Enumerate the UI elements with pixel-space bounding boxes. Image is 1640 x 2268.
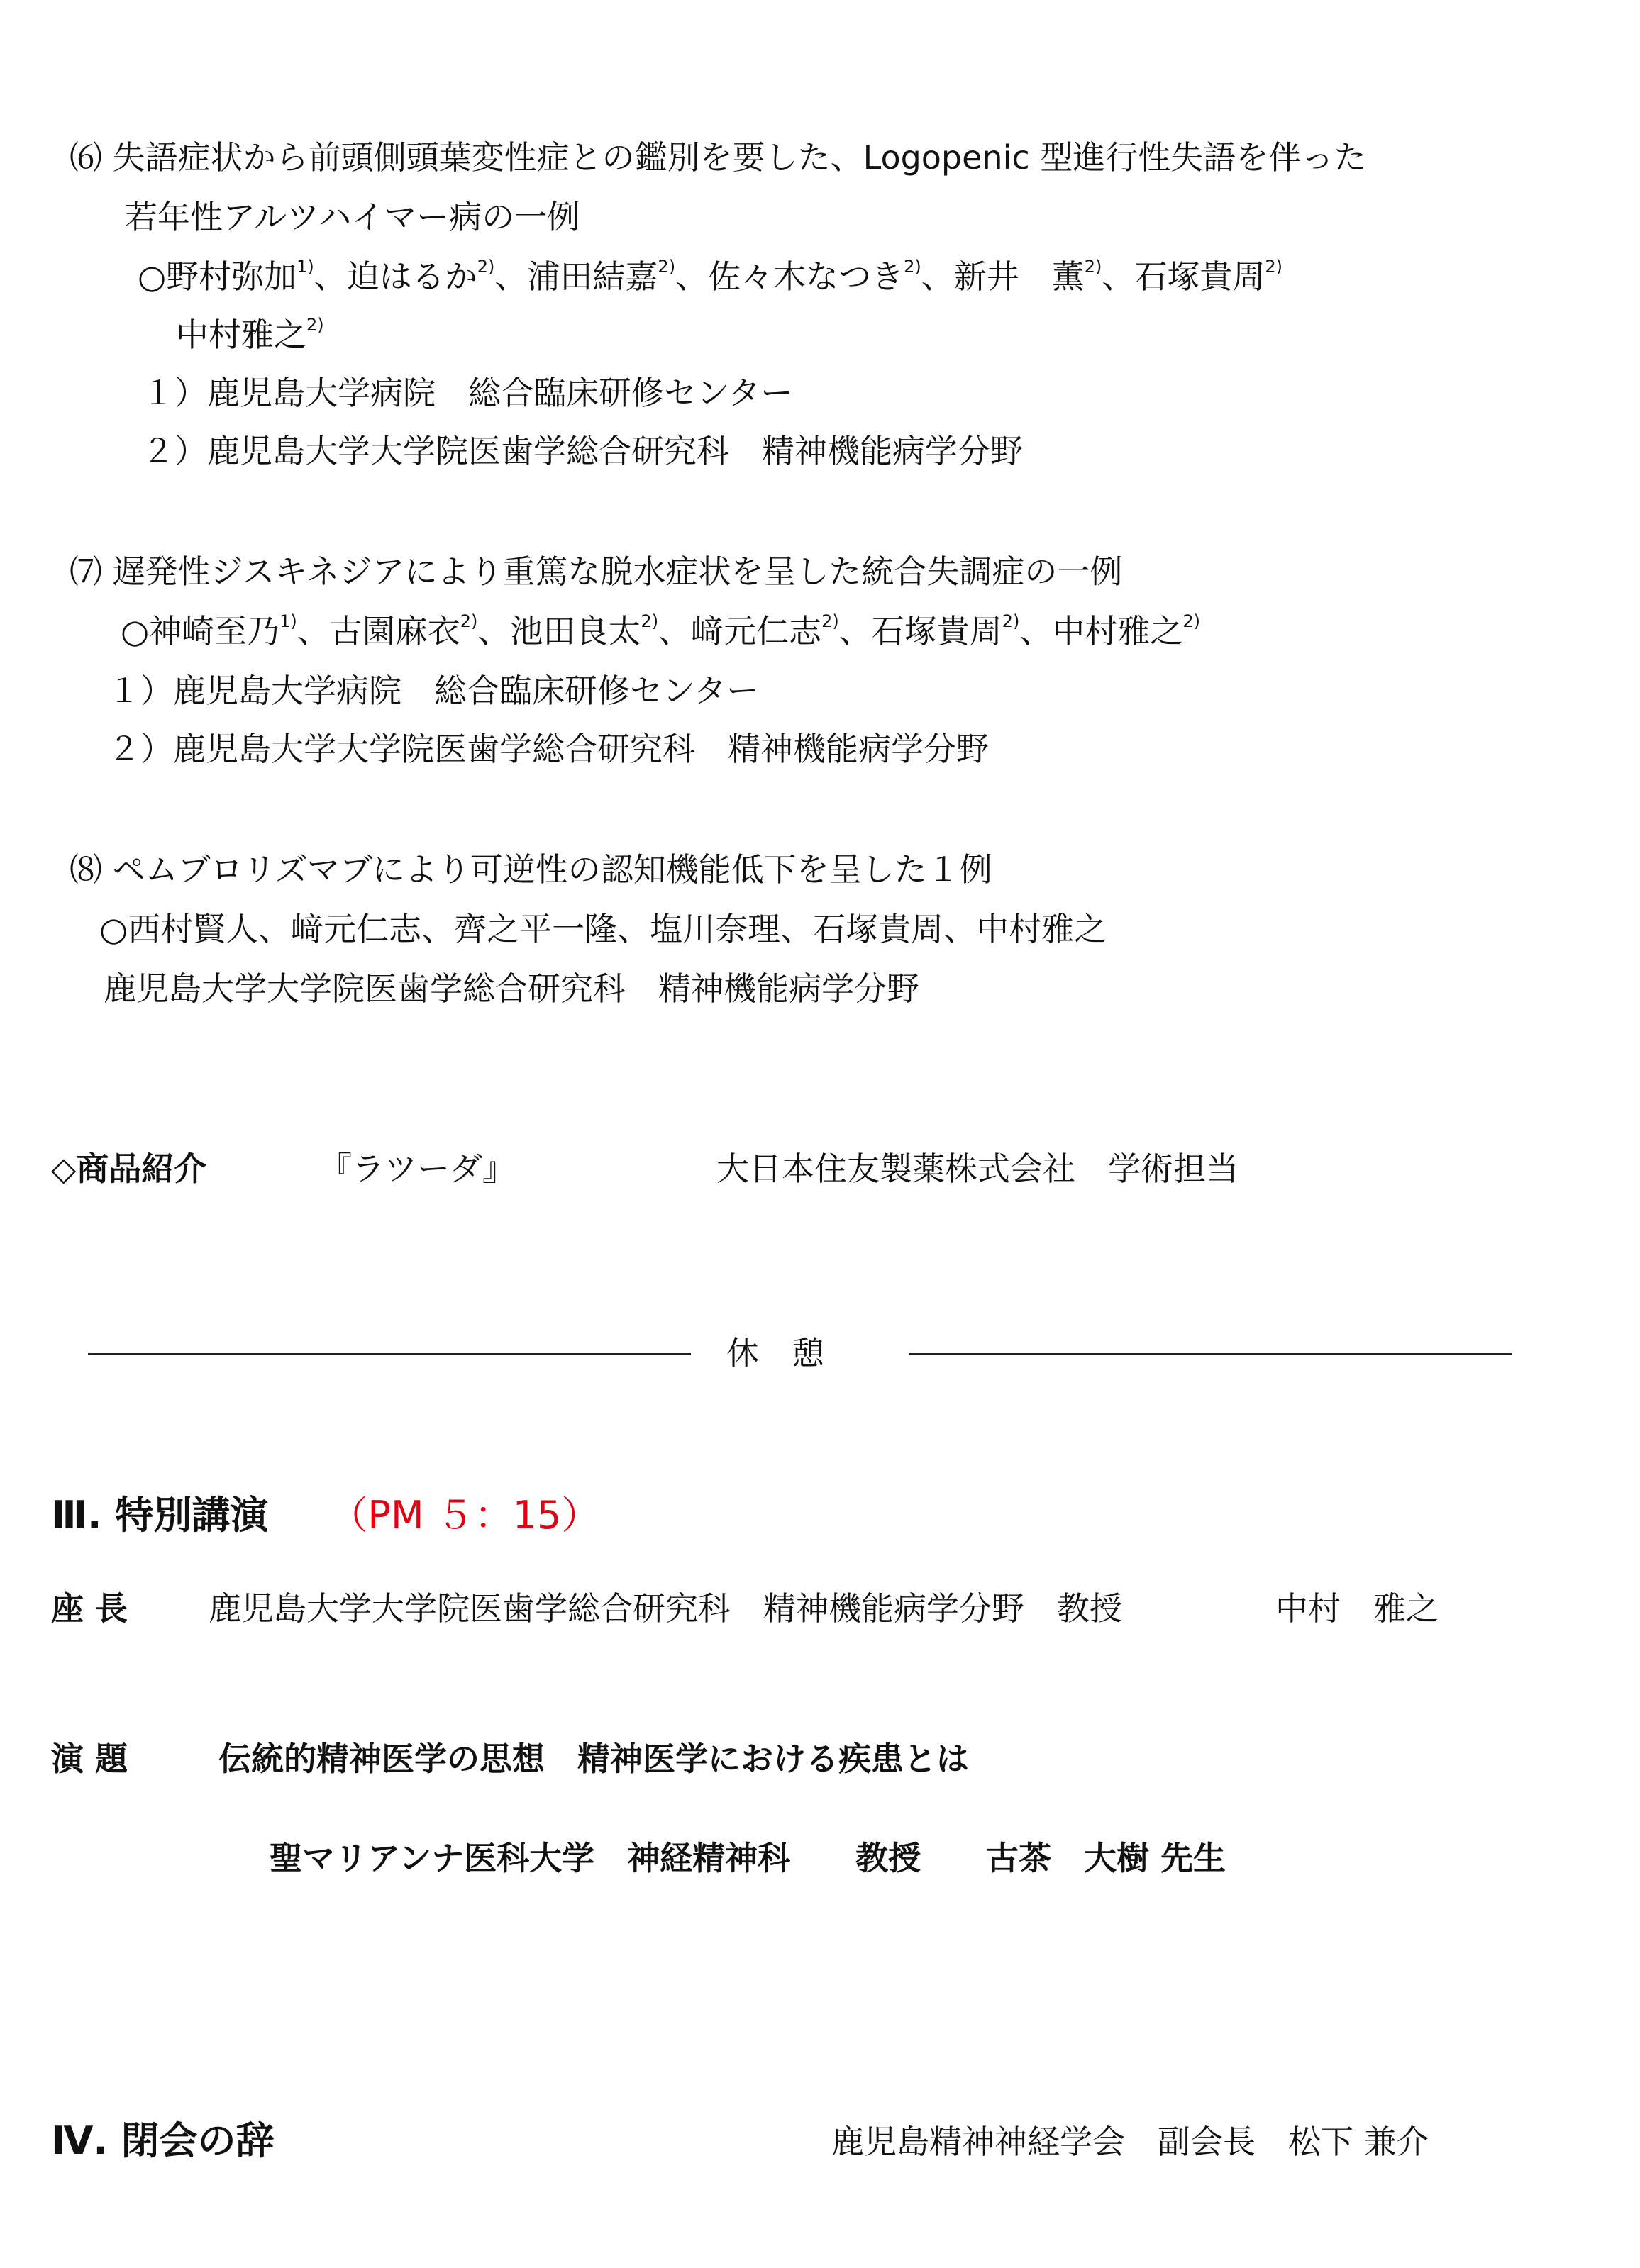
abstract-7-author-5-affiliation-mark: 2) [1182, 611, 1200, 631]
abstract-6-line1-author-5-affiliation-mark: 2) [1265, 257, 1282, 277]
abstract-7-affiliation-2: ２）鹿児島大学大学院医歯学総合研究科 精神機能病学分野 [108, 730, 989, 768]
abstract-7-author-1-affiliation-mark: 2) [460, 611, 478, 631]
abstract-6-line1-author-4-affiliation-mark: 2) [1084, 257, 1102, 277]
abstract-6-line1-author-1: 、迫はるか [314, 257, 477, 296]
product-label: ◇商品紹介 [51, 1150, 207, 1188]
abstract-7-author-4: 、石塚貴周 [838, 612, 1002, 650]
section-3-title: Ⅲ. 特別講演 [51, 1493, 269, 1538]
section-3-time: （PM ５：15） [329, 1493, 600, 1538]
abstract-6-line1-author-1-affiliation-mark: 2) [477, 257, 495, 277]
abstract-6-affiliation-1: １）鹿児島大学病院 総合臨床研修センター [142, 374, 794, 412]
chair-label: 座 長 [51, 1589, 128, 1628]
abstract-7-author-2: 、池田良太 [477, 612, 641, 650]
abstract-7-author-2-affiliation-mark: 2) [641, 611, 659, 631]
topic-text: 伝統的精神医学の思想 精神医学における疾患とは [218, 1740, 969, 1778]
abstract-6-line1-author-4: 、新井 薫 [921, 257, 1085, 296]
abstract-7-author-1: 、古園麻衣 [297, 612, 460, 650]
abstract-7-author-5: 、中村雅之 [1019, 612, 1183, 650]
topic-label: 演 題 [51, 1740, 128, 1778]
break-label: 休 憩 [726, 1334, 824, 1372]
section-3-heading [51, 1492, 599, 1539]
abstract-6-title-line-1 [70, 138, 1366, 177]
product-company: 大日本住友製薬株式会社 学術担当 [716, 1150, 1239, 1188]
abstract-8-number: ⑻ [70, 850, 102, 889]
abstract-6-line1-author-0: ○野村弥加 [138, 257, 297, 296]
abstract-7-affiliation-1: １）鹿児島大学病院 総合臨床研修センター [108, 672, 760, 710]
abstract-7-title-line-1 [70, 552, 1122, 591]
abstract-7-author-0-affiliation-mark: 1) [279, 611, 297, 631]
abstract-8-title-line-1 [70, 850, 992, 889]
abstract-7-author-4-affiliation-mark: 2) [1002, 611, 1020, 631]
abstract-7-author-3-affiliation-mark: 2) [821, 611, 839, 631]
abstract-7-author-0: ○神崎至乃 [121, 612, 280, 650]
product-name: 『ラツーダ』 [319, 1150, 515, 1188]
abstract-6-title: 失語症状から前頭側頭葉変性症との鑑別を要した、Logopenic 型進行性失語を伴った [112, 138, 1367, 177]
abstract-6-line1-author-5: 、石塚貴周 [1102, 257, 1265, 296]
chair-affiliation: 鹿児島大学大学院医歯学総合研究科 精神機能病学分野 教授 [209, 1589, 1122, 1628]
lecture-speaker: 聖マリアンナ医科大学 神経精神科 教授 古茶 大樹 先生 [270, 1839, 1226, 1877]
abstract-7-number: ⑺ [70, 552, 102, 591]
abstract-6-title-line-2: 若年性アルツハイマー病の一例 [125, 198, 580, 236]
abstract-6-line1-author-0-affiliation-mark: 1) [297, 257, 314, 277]
break-rule-right [909, 1353, 1512, 1355]
abstract-7-title: 遅発性ジスキネジアにより重篤な脱水症状を呈した統合失調症の一例 [112, 552, 1123, 591]
abstract-6-authors-line-2 [176, 315, 324, 355]
abstract-6-line1-author-2-affiliation-mark: 2) [658, 257, 676, 277]
abstract-6-line2-author-0: 中村雅之 [176, 316, 306, 354]
abstract-8-title: ペムブロリズマブにより可逆性の認知機能低下を呈した１例 [112, 850, 992, 889]
chair-name: 中村 雅之 [1275, 1589, 1439, 1628]
abstract-7-author-3: 、﨑元仁志 [658, 612, 822, 650]
abstract-8-affiliation: 鹿児島大学大学院医歯学総合研究科 精神機能病学分野 [104, 969, 919, 1008]
closing-speaker: 鹿児島精神神経学会 副会長 松下 兼介 [831, 2123, 1429, 2161]
abstract-6-affiliation-2: ２）鹿児島大学大学院医歯学総合研究科 精神機能病学分野 [142, 432, 1023, 470]
abstract-6-authors-line-1 [138, 257, 1282, 296]
abstract-6-number: ⑹ [70, 138, 102, 177]
abstract-6-line2-author-0-affiliation-mark: 2) [306, 315, 324, 335]
section-4-heading: Ⅳ. 閉会の辞 [51, 2118, 275, 2163]
break-rule-left [88, 1353, 691, 1355]
abstract-6-line1-author-3: 、佐々木なつき [675, 257, 904, 296]
abstract-7-authors-line [121, 611, 1200, 651]
abstract-8-authors-line: ○西村賢人、﨑元仁志、齊之平一隆、塩川奈理、石塚貴周、中村雅之 [99, 910, 1107, 948]
abstract-6-line1-author-3-affiliation-mark: 2) [904, 257, 921, 277]
abstract-6-line1-author-2: 、浦田結嘉 [494, 257, 658, 296]
